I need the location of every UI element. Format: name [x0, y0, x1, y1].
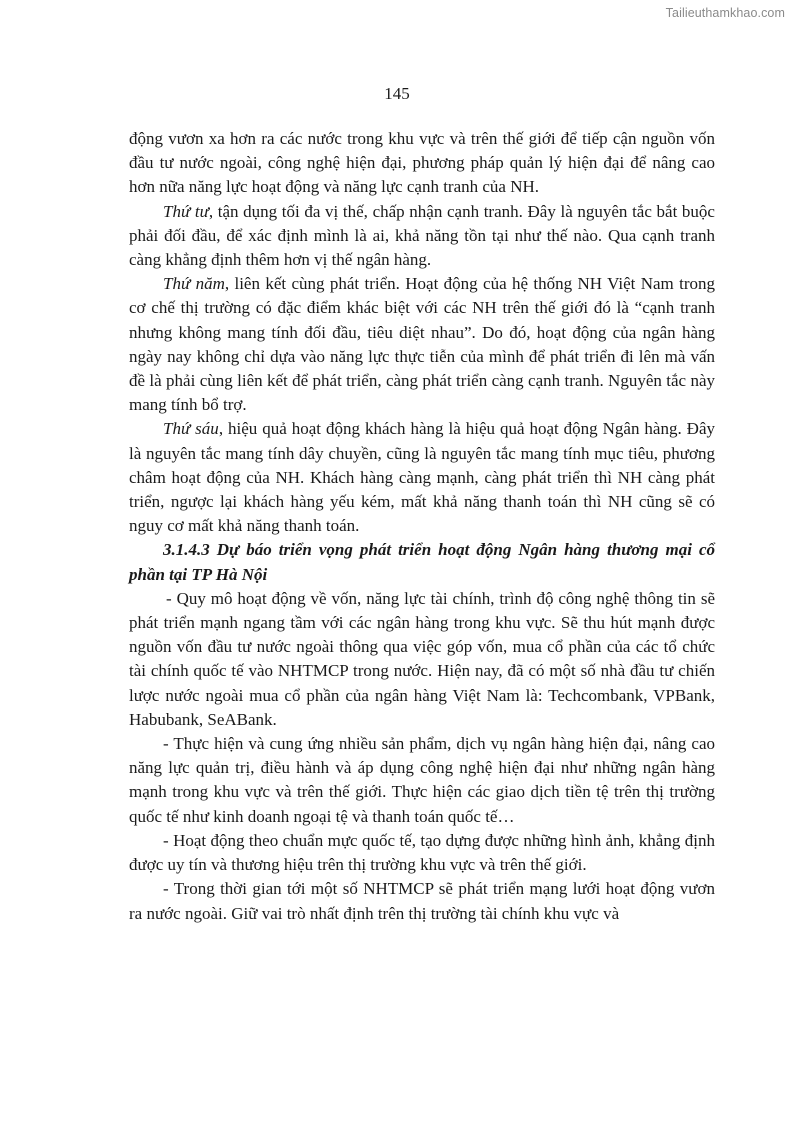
document-body — [129, 127, 715, 926]
paragraph-lead: Thứ tư — [163, 201, 209, 221]
paragraph-text: , tận dụng tối đa vị thế, chấp nhận cạnh tranh. Đây là nguyên tắc bắt buộc phải đối đầu, để xác định mình là ai, khả năng tồn tại như thế nào. Qua cạnh tranh càng khẳng định thêm hơn vị thế ngân hàng. — [129, 201, 715, 270]
bullet-paragraph: - Hoạt động theo chuẩn mực quốc tế, tạo dựng được những hình ảnh, khẳng định được uy tín và thương hiệu trên thị trường khu vực và trên thế giới. — [129, 830, 715, 875]
paragraph-thu-tu — [129, 200, 715, 273]
bullet-paragraph: - Trong thời gian tới một số NHTMCP sẽ phát triển mạng lưới hoạt động vươn ra nước ngoài. Giữ vai trò nhất định trên thị trường tài chính khu vực và — [129, 879, 715, 923]
watermark-text: Tailieuthamkhao.com — [665, 6, 785, 20]
paragraph-thu-sau — [129, 417, 715, 538]
bullet-paragraph: - Thực hiện và cung ứng nhiều sản phẩm, dịch vụ ngân hàng hiện đại, nâng cao năng lực quản trị, điều hành và áp dụng công nghệ hiện đại như những ngân hàng mạnh trong khu vực và trên thế giới. Thực hiện các giao dịch tiền tệ trên thị trường quốc tế như kinh doanh ngoại tệ và thanh toán quốc tế… — [129, 734, 715, 826]
paragraph-text: , liên kết cùng phát triển. Hoạt động của hệ thống NH Việt Nam trong cơ chế thị trường có đặc điểm khác biệt với các NH trên thế giới đó là “cạnh tranh nhưng không mang tính đối đầu, tiêu diệt nhau”. Do đó, hoạt động của ngân hàng ngày nay không chỉ dựa vào năng lực thực tiễn của mình để phát triển đi lên mà vấn đề là phải cùng liên kết để phát triển, càng phát triển càng cạnh tranh. Nguyên tắc này mang tính bổ trợ. — [129, 274, 715, 415]
bullet-paragraph: - Quy mô hoạt động về vốn, năng lực tài chính, trình độ công nghệ thông tin sẽ phát triển mạnh ngang tầm với các ngân hàng trong khu vực. Sẽ thu hút mạnh được nguồn vốn đầu tư nước ngoài thông qua việc góp vốn, mua cổ phần của các tổ chức tài chính quốc tế vào NHTMCP trong nước. Hiện nay, đã có một số nhà đầu tư chiến lược nước ngoài mua cổ phần của ngân hàng Việt Nam là: Techcombank, VPBank, Habubank, SeABank. — [129, 588, 715, 729]
paragraph-thu-nam — [129, 272, 715, 417]
paragraph-text: , hiệu quả hoạt động khách hàng là hiệu quả hoạt động Ngân hàng. Đây là nguyên tắc mang tính dây chuyền, cũng là nguyên tắc mang tính mục tiêu, phương châm hoạt động của NH. Khách hàng càng mạnh, càng phát triển thì NH càng phát triển, ngược lại khách hàng yếu kém, mất khả năng thanh toán thì NH cũng sẽ có nguy cơ mất khả năng thanh toán. — [129, 419, 716, 536]
page-number: 145 — [384, 84, 410, 103]
paragraph-continuation: động vươn xa hơn ra các nước trong khu vực và trên thế giới để tiếp cận nguồn vốn đầu tư nước ngoài, công nghệ hiện đại, phương pháp quản lý hiện đại để nâng cao hơn nữa năng lực hoạt động và năng lực cạnh tranh của NH. — [129, 129, 715, 197]
paragraph-lead: Thứ năm — [163, 274, 225, 294]
paragraph-lead: Thứ sáu — [163, 419, 219, 439]
section-heading: 3.1.4.3 Dự báo triển vọng phát triển hoạt động Ngân hàng thương mại cổ phần tại TP Hà Nội — [129, 540, 715, 584]
